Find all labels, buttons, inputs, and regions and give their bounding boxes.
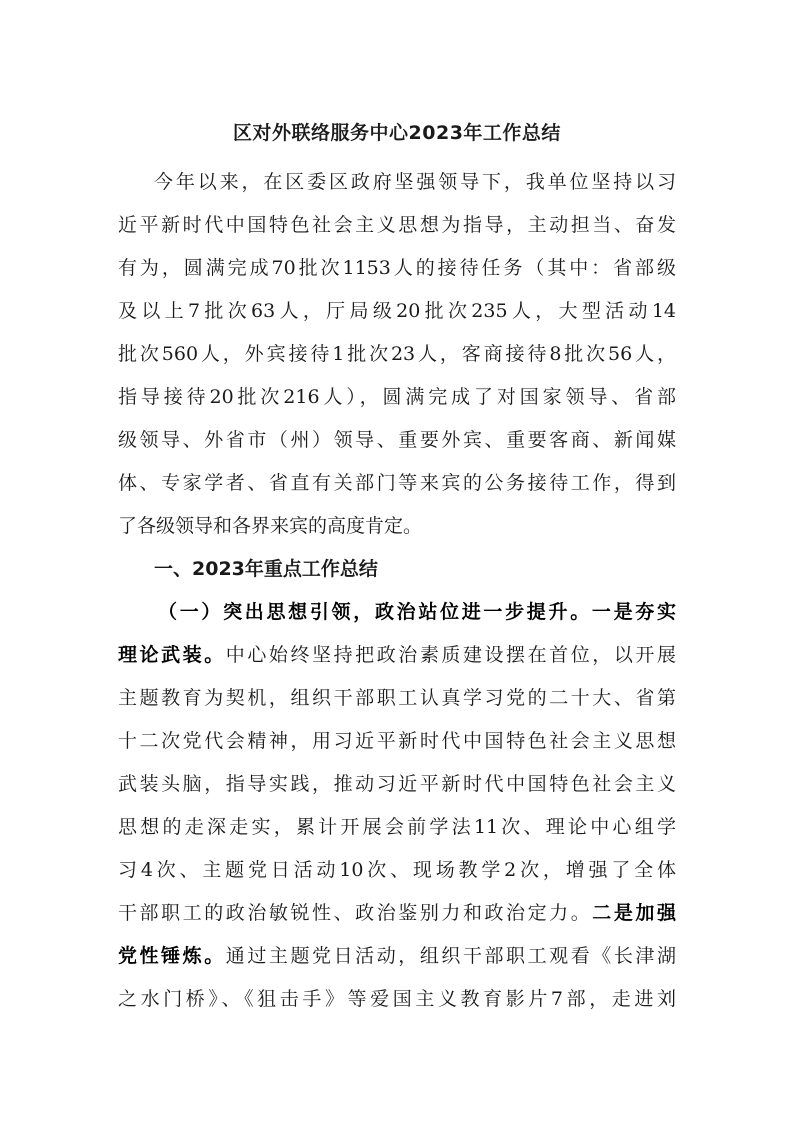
subsection-heading: （一）突出思想引领，政治站位进一步提升。 bbox=[158, 601, 592, 623]
subsection-heading-line bbox=[158, 600, 676, 624]
paragraph-line: 思想的走深走实，累计开展会前学法11次、理论中心组学 bbox=[118, 816, 676, 838]
paragraph-line: 习4次、主题党日活动10次、现场教学2次，增强了全体 bbox=[118, 859, 676, 881]
paragraph-line: 近平新时代中国特色社会主义思想为指导，主动担当、奋发 bbox=[118, 214, 676, 236]
document-title: 区对外联络服务中心2023年工作总结 bbox=[233, 122, 561, 144]
paragraph-line bbox=[118, 901, 676, 925]
paragraph-text: 干部职工的政治敏锐性、政治鉴别力和政治定力。 bbox=[118, 902, 593, 924]
paragraph-line: 主题教育为契机，组织干部职工认真学习党的二十大、省第 bbox=[118, 687, 676, 709]
paragraph-line: 级领导、外省市（州）领导、重要外宾、重要客商、新闻媒 bbox=[118, 429, 676, 451]
paragraph-line: 武装头脑，指导实践，推动习近平新时代中国特色社会主义 bbox=[118, 773, 676, 795]
paragraph-line bbox=[118, 944, 676, 968]
paragraph-text: 中心始终坚持把政治素质建设摆在首位，以开展 bbox=[225, 644, 676, 666]
point-label: 党性锤炼。 bbox=[118, 945, 226, 967]
paragraph-line: 有为，圆满完成70批次1153人的接待任务（其中：省部级 bbox=[118, 257, 676, 279]
paragraph-line: 了各级领导和各界来宾的高度肯定。 bbox=[118, 515, 423, 537]
paragraph-line: 及以上7批次63人，厅局级20批次235人，大型活动14 bbox=[118, 300, 676, 322]
paragraph-line: 之水门桥》、《狙击手》等爱国主义教育影片7部，走进刘 bbox=[118, 988, 676, 1010]
paragraph-line: 体、专家学者、省直有关部门等来宾的公务接待工作，得到 bbox=[118, 472, 676, 494]
paragraph-text: 通过主题党日活动，组织干部职工观看《长津湖 bbox=[225, 945, 676, 967]
paragraph-line: 指导接待20批次216人），圆满完成了对国家领导、省部 bbox=[118, 386, 676, 408]
paragraph-line bbox=[118, 643, 676, 667]
paragraph-line: 批次560人，外宾接待1批次23人，客商接待8批次56人， bbox=[118, 343, 676, 365]
point-label: 二是加强 bbox=[592, 902, 676, 924]
paragraph-line: 今年以来，在区委区政府坚强领导下，我单位坚持以习 bbox=[154, 171, 676, 193]
paragraph-line: 十二次党代会精神，用习近平新时代中国特色社会主义思想 bbox=[118, 730, 676, 752]
point-label: 一是夯实 bbox=[591, 601, 676, 623]
section-heading: 一、2023年重点工作总结 bbox=[154, 558, 378, 580]
point-label: 理论武装。 bbox=[118, 644, 226, 666]
